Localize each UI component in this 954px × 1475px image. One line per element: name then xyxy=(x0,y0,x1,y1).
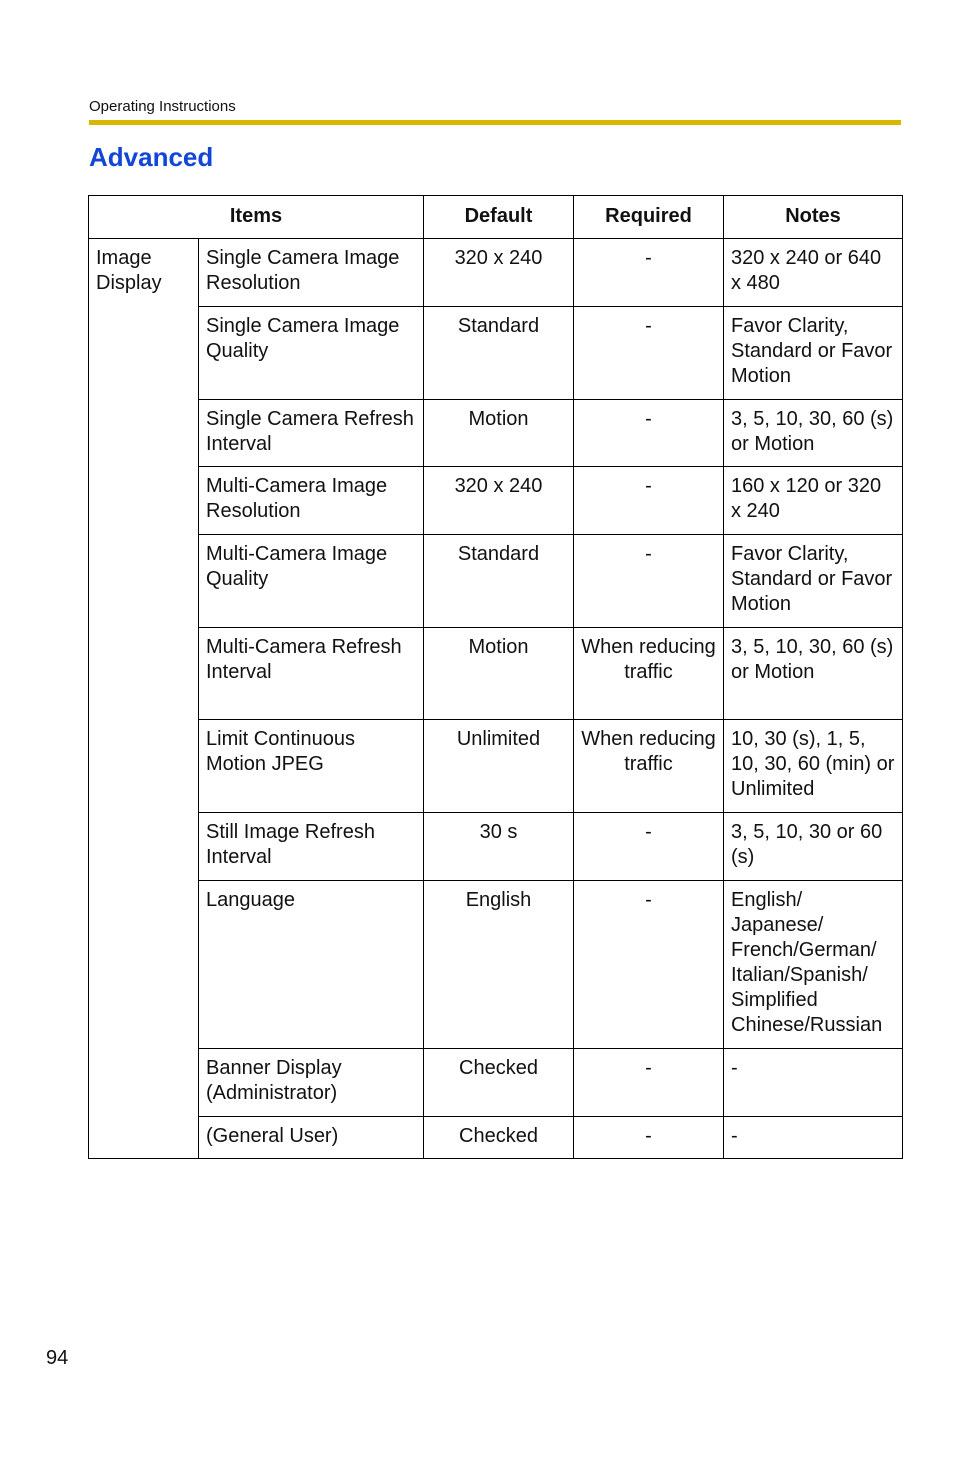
required-cell: When reducing traffic xyxy=(574,628,724,720)
required-cell: - xyxy=(574,535,724,628)
default-cell: Standard xyxy=(424,535,574,628)
notes-cell: 3, 5, 10, 30, 60 (s) or Motion xyxy=(724,400,903,467)
table-row xyxy=(89,881,903,1049)
required-cell: - xyxy=(574,1049,724,1117)
table-row xyxy=(89,239,903,307)
table-row xyxy=(89,1049,903,1117)
group-label: Image Display xyxy=(89,239,199,1159)
notes-cell: English/ Japanese/ French/German/ Italian/Spanish/ Simplified Chinese/Russian xyxy=(724,881,903,1049)
page-number: 94 xyxy=(46,1347,69,1369)
running-head: Operating Instructions xyxy=(89,98,236,115)
table-row xyxy=(89,720,903,813)
notes-cell: 3, 5, 10, 30, 60 (s) or Motion xyxy=(724,628,903,720)
item-cell: Multi-Camera Image Resolution xyxy=(199,467,424,535)
default-cell: Motion xyxy=(424,628,574,720)
table-row xyxy=(89,1117,903,1159)
default-cell: Checked xyxy=(424,1117,574,1159)
column-header-notes: Notes xyxy=(724,196,903,239)
required-cell: - xyxy=(574,813,724,881)
required-cell: - xyxy=(574,881,724,1049)
notes-cell: 10, 30 (s), 1, 5, 10, 30, 60 (min) or Unlimited xyxy=(724,720,903,813)
required-cell: - xyxy=(574,307,724,400)
default-cell: 320 x 240 xyxy=(424,467,574,535)
notes-cell: - xyxy=(724,1117,903,1159)
item-cell: Limit Continuous Motion JPEG xyxy=(199,720,424,813)
required-cell: - xyxy=(574,1117,724,1159)
notes-cell: Favor Clarity, Standard or Favor Motion xyxy=(724,535,903,628)
item-cell: Multi-Camera Refresh Interval xyxy=(199,628,424,720)
table-row xyxy=(89,813,903,881)
table-row xyxy=(89,307,903,400)
column-header-required: Required xyxy=(574,196,724,239)
notes-cell: 3, 5, 10, 30 or 60 (s) xyxy=(724,813,903,881)
table-header-row xyxy=(89,196,903,239)
required-cell: When reducing traffic xyxy=(574,720,724,813)
required-cell: - xyxy=(574,400,724,467)
section-title: Advanced xyxy=(89,142,214,172)
settings-table xyxy=(88,195,903,1159)
item-cell: Language xyxy=(199,881,424,1049)
item-cell: Banner Display (Administrator) xyxy=(199,1049,424,1117)
table-row xyxy=(89,400,903,467)
notes-cell: - xyxy=(724,1049,903,1117)
item-cell: Still Image Refresh Interval xyxy=(199,813,424,881)
notes-cell: 320 x 240 or 640 x 480 xyxy=(724,239,903,307)
item-cell: (General User) xyxy=(199,1117,424,1159)
notes-cell: 160 x 120 or 320 x 240 xyxy=(724,467,903,535)
table-row xyxy=(89,467,903,535)
item-cell: Multi-Camera Image Quality xyxy=(199,535,424,628)
item-cell: Single Camera Refresh Interval xyxy=(199,400,424,467)
default-cell: Unlimited xyxy=(424,720,574,813)
default-cell: Motion xyxy=(424,400,574,467)
table-row xyxy=(89,628,903,720)
column-header-items: Items xyxy=(89,196,424,239)
default-cell: 30 s xyxy=(424,813,574,881)
default-cell: Checked xyxy=(424,1049,574,1117)
required-cell: - xyxy=(574,467,724,535)
item-cell: Single Camera Image Resolution xyxy=(199,239,424,307)
header-rule xyxy=(89,120,901,125)
notes-cell: Favor Clarity, Standard or Favor Motion xyxy=(724,307,903,400)
default-cell: English xyxy=(424,881,574,1049)
default-cell: 320 x 240 xyxy=(424,239,574,307)
column-header-default: Default xyxy=(424,196,574,239)
table-row xyxy=(89,535,903,628)
required-cell: - xyxy=(574,239,724,307)
default-cell: Standard xyxy=(424,307,574,400)
item-cell: Single Camera Image Quality xyxy=(199,307,424,400)
